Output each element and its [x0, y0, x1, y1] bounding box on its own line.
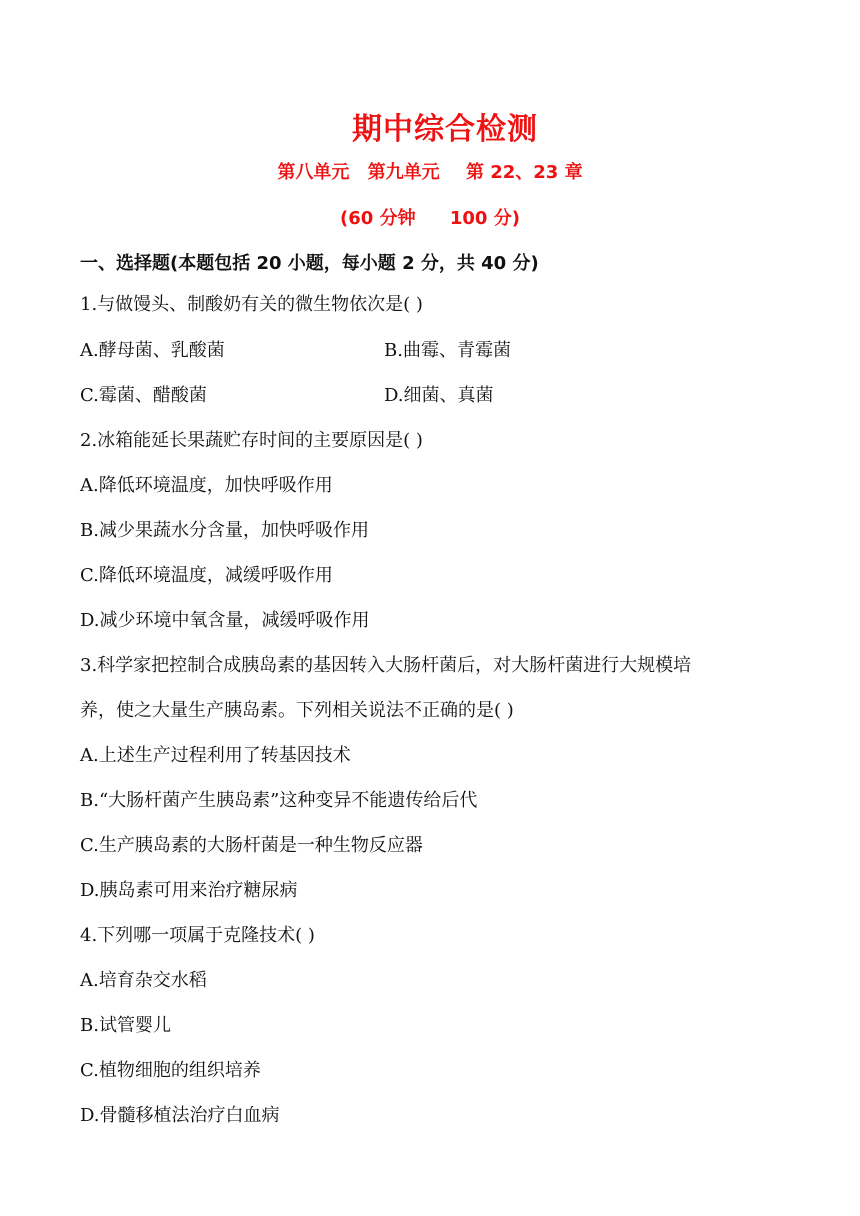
question-1-stem: 1.与做馒头、制酸奶有关的微生物依次是( ): [80, 294, 423, 315]
exam-duration: (60 分钟: [340, 208, 416, 229]
question-3-stem-line-2: 养，使之大量生产胰岛素。下列相关说法不正确的是( ): [80, 700, 514, 721]
question-1-option-c: C.霉菌、醋酸菌: [80, 385, 207, 406]
question-4-option-a: A.培育杂交水稻: [80, 970, 207, 991]
exam-time-info: [0, 204, 860, 230]
question-3-option-b: B.“大肠杆菌产生胰岛素”这种变异不能遗传给后代: [80, 790, 478, 811]
question-4-stem: 4.下列哪一项属于克隆技术( ): [80, 925, 315, 946]
question-1-option-d: D.细菌、真菌: [384, 385, 494, 406]
question-3-option-a: A.上述生产过程利用了转基因技术: [80, 745, 351, 766]
exam-score: 100 分): [449, 208, 520, 229]
exam-subtitle: [0, 158, 860, 184]
question-4-option-d: D.骨髓移植法治疗白血病: [80, 1105, 280, 1126]
question-3-option-c: C.生产胰岛素的大肠杆菌是一种生物反应器: [80, 835, 423, 856]
question-2-option-b: B.减少果蔬水分含量，加快呼吸作用: [80, 520, 369, 541]
question-4-option-b: B.试管婴儿: [80, 1015, 171, 1036]
question-2-option-c: C.降低环境温度，减缓呼吸作用: [80, 565, 333, 586]
question-2-option-d: D.减少环境中氧含量，减缓呼吸作用: [80, 610, 370, 631]
subtitle-unit-8: 第八单元: [277, 162, 350, 183]
subtitle-chapters: 第 22、23 章: [465, 162, 583, 183]
section-heading: 一、选择题(本题包括 20 小题，每小题 2 分，共 40 分): [80, 253, 539, 274]
question-1-option-b: B.曲霉、青霉菌: [384, 340, 511, 361]
subtitle-unit-9: 第九单元: [367, 162, 440, 183]
question-3-stem-line-1: 3.科学家把控制合成胰岛素的基因转入大肠杆菌后，对大肠杆菌进行大规模培: [80, 655, 692, 676]
question-2-stem: 2.冰箱能延长果蔬贮存时间的主要原因是( ): [80, 430, 423, 451]
question-1-option-a: A.酵母菌、乳酸菌: [80, 340, 225, 361]
question-2-option-a: A.降低环境温度，加快呼吸作用: [80, 475, 333, 496]
question-4-option-c: C.植物细胞的组织培养: [80, 1060, 261, 1081]
exam-title: 期中综合检测: [352, 112, 538, 147]
question-3-option-d: D.胰岛素可用来治疗糖尿病: [80, 880, 298, 901]
